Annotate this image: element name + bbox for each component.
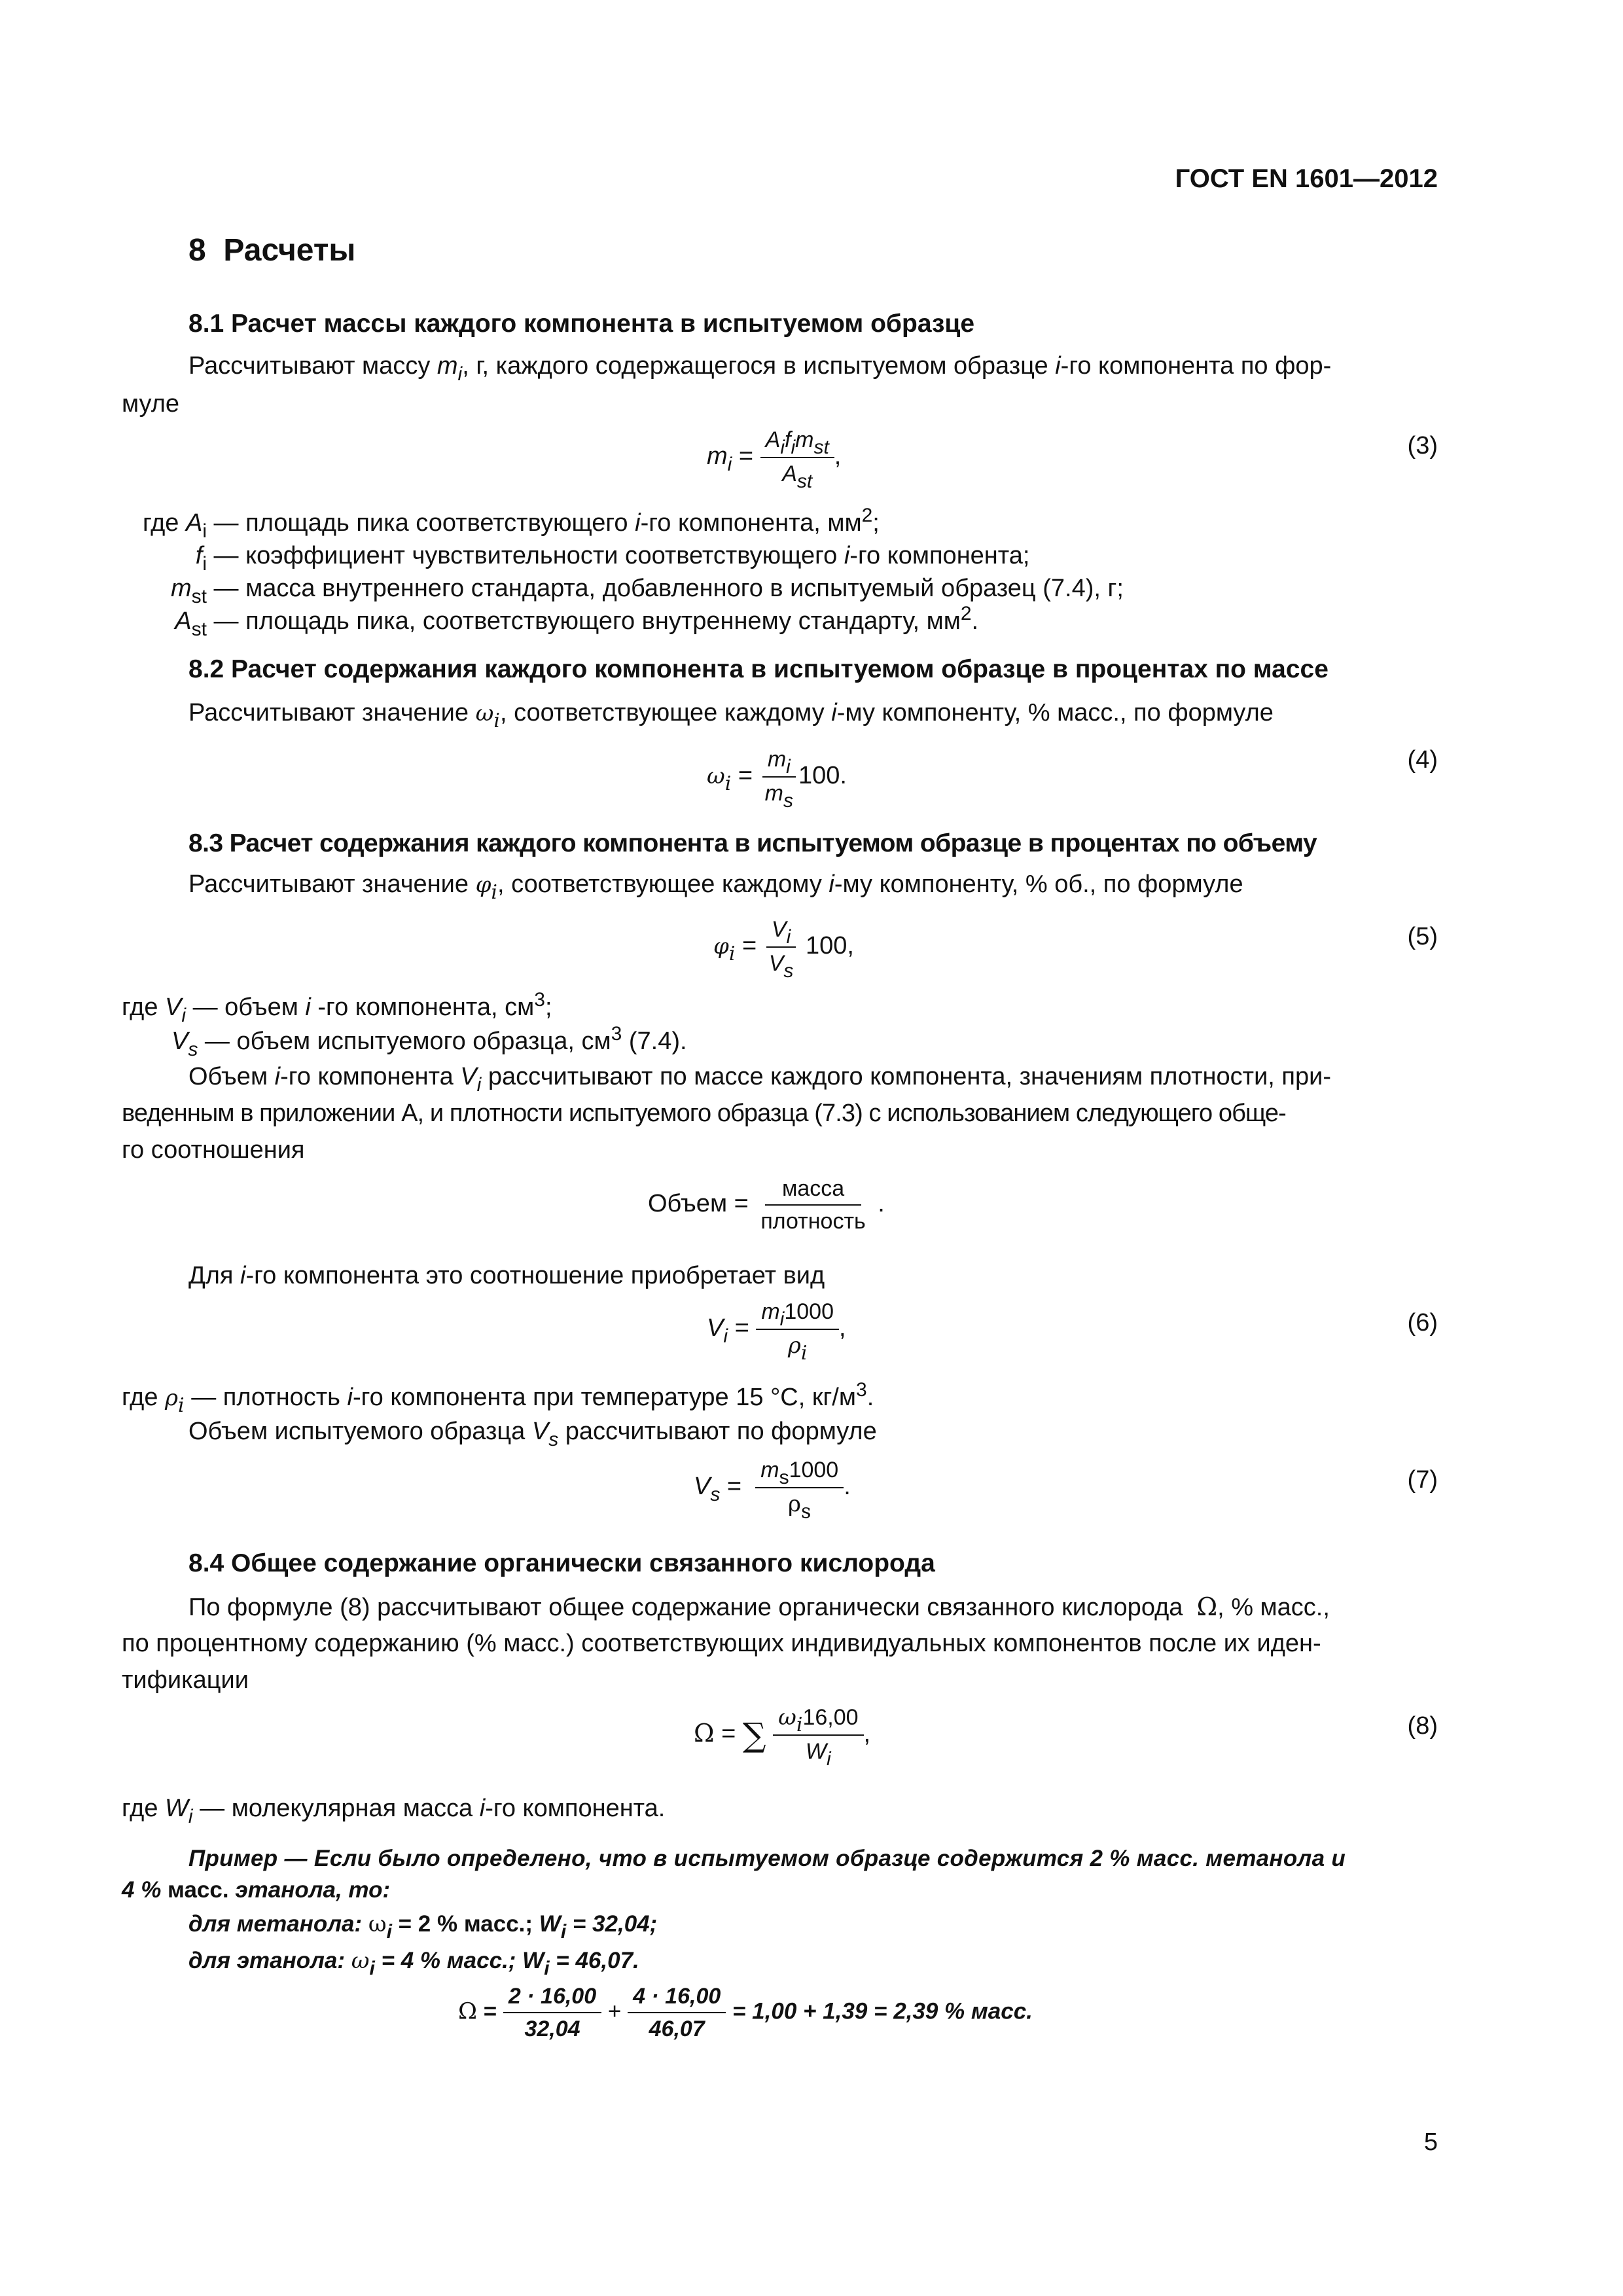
example-line1: Пример — Если было определено, что в испытуемом образце содержится 2 % масс. метанола и <box>188 1846 1346 1871</box>
formula-7: $V_s$ = $\frac{ms1000}{\rho s}$ . <box>694 1458 851 1523</box>
s83-paragraph2-line1: Объем i-го компонента $V_i$ рассчитывают по массе каждого компонента, значениям плотности, при- <box>188 1063 1332 1096</box>
where-item: где $A_i$ — площадь пика соответствующего i-го компонента, $мм^2$; <box>142 505 880 542</box>
equation-number-6: (6) <box>1407 1309 1438 1336</box>
equation-number-7: (7) <box>1407 1466 1438 1494</box>
where-vi: где $V_i$ — объем i -го компонента, $см^3$; <box>122 989 552 1026</box>
section-number: 8 <box>188 233 206 268</box>
equation-number-3: (3) <box>1407 432 1438 459</box>
formula-6: $V_i$ = $\frac{mi1000}{\rho i}$ , <box>707 1299 846 1365</box>
where-item: $m_{st}$ — масса внутреннего стандарта, добавленного в испытуемый образец (7.4), г; <box>171 575 1124 607</box>
s83-paragraph2-line2: веденным в приложении А, и плотности испытуемого образца (7.3) с использованием следующего обще- <box>122 1100 1286 1127</box>
s83-paragraph3: Для i-го компонента это соотношение приобретает вид <box>188 1262 825 1289</box>
s81-paragraph-line2: муле <box>122 390 180 418</box>
s84-paragraph-line2: по процентному содержанию (% масс.) соответствующих индивидуальных компонентов после их иден- <box>122 1630 1321 1657</box>
formula-8: Ω = ∑ $\frac{\omega i16,00}{Wi}$ , <box>694 1704 871 1770</box>
ratio-formula: Объем = $\frac{\text{масса}}{\text{плотность}}$ . <box>648 1176 885 1234</box>
example-calculation: Ω = $\frac{2 \cdot 16,00}{32,04}$ + $\frac{4 \cdot 16,00}{46,07}$ = 1,00 + 1,39 = 2,39 % масс. <box>458 1984 1033 2041</box>
equation-number-5: (5) <box>1407 923 1438 950</box>
formula-4: ωi = $\frac{mi}{ms}$ 100. <box>707 747 847 812</box>
example-ethanol: для этанола: ωi = 4 % масс.; Wi = 46,07. <box>188 1948 639 1979</box>
formula-3: $m_i$ = $\frac{\text{Aifimst}}{\text{Ast}}$ , <box>707 427 842 492</box>
example-line2: 4 % масс. этанола, то: <box>122 1877 391 1903</box>
s84-paragraph-line1: По формуле (8) рассчитывают общее содержание органически связанного кислорода Ω, % масс., <box>188 1592 1330 1621</box>
s82-paragraph: Рассчитывают значение ωi, соответствующее каждому i-му компоненту, % масс., по формуле <box>188 699 1274 732</box>
document-id: ГОСТ EN 1601—2012 <box>1175 164 1438 193</box>
equation-number-4: (4) <box>1407 746 1438 774</box>
where-item: $A_{st}$ — площадь пика, соответствующего внутреннему стандарту, $мм^2$. <box>175 603 979 640</box>
where-vs: $V_s$ — объем испытуемого образца, $см^3$ (7.4). <box>171 1023 687 1060</box>
s84-paragraph-line3: тификации <box>122 1666 249 1694</box>
subsection-8-2-title: 8.2 Расчет содержания каждого компонента в испытуемом образце в процентах по массе <box>188 655 1329 683</box>
s83-paragraph4: Объем испытуемого образца $V_s$ рассчитывают по формуле <box>188 1418 877 1450</box>
where-list <box>122 505 1124 640</box>
s83-paragraph: Рассчитывают значение φi, соответствующее каждому i-му компоненту, % об., по формуле <box>188 870 1243 904</box>
equation-number-8: (8) <box>1407 1712 1438 1740</box>
subsection-8-4-title: 8.4 Общее содержание органически связанного кислорода <box>188 1549 935 1577</box>
formula-5: φi = $\frac{Vi}{Vs}$ 100, <box>713 917 854 982</box>
where-rho: где ρi — плотность i-го компонента при температуре 15 °С, $кг/м^3$. <box>122 1379 874 1417</box>
s81-paragraph-line1: Рассчитывают массу $m_i$, г, каждого содержащегося в испытуемом образце i-го компонента по фор- <box>188 352 1332 385</box>
section-title: Расчеты <box>223 233 356 268</box>
where-item: $f_i$ — коэффициент чувствительности соответствующего i-го компонента; <box>195 542 1030 575</box>
subsection-8-3-title: 8.3 Расчет содержания каждого компонента в испытуемом образце в процентах по объему <box>188 829 1317 857</box>
section-heading <box>188 232 355 268</box>
where-wi: где $W_i$ — молекулярная масса i-го компонента. <box>122 1795 666 1827</box>
page-number: 5 <box>1423 2128 1438 2156</box>
subsection-8-1-title: 8.1 Расчет массы каждого компонента в испытуемом образце <box>188 310 975 338</box>
example-methanol: для метанола: ωi = 2 % масс.; Wi = 32,04; <box>188 1911 658 1943</box>
s83-paragraph2-line3: го соотношения <box>122 1136 305 1164</box>
